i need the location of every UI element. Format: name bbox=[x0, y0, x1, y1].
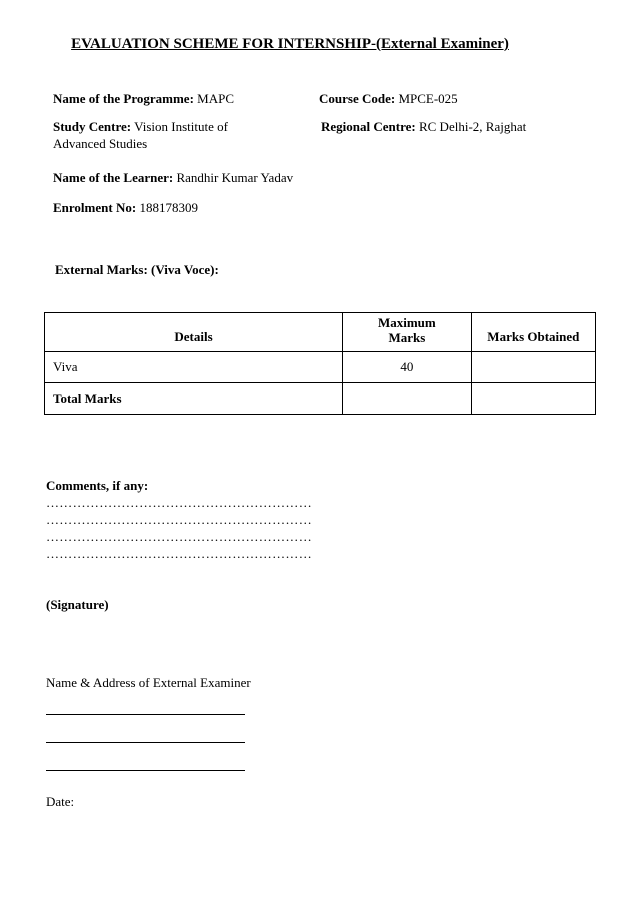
signature-label: (Signature) bbox=[46, 597, 109, 612]
study-centre-value: Vision Institute of bbox=[134, 119, 228, 134]
table-row bbox=[45, 352, 596, 383]
header-details: Details bbox=[45, 313, 343, 352]
learner-value: Randhir Kumar Yadav bbox=[176, 170, 294, 185]
header-maximum-marks bbox=[343, 313, 472, 352]
date-label: Date: bbox=[46, 794, 75, 809]
cell-total-obtained[interactable] bbox=[471, 383, 595, 415]
programme-value: MAPC bbox=[197, 91, 235, 106]
table-total-row bbox=[45, 383, 596, 415]
header-maximum-line1: Maximum bbox=[377, 315, 436, 330]
examiner-line[interactable] bbox=[46, 770, 245, 771]
cell-total-maximum bbox=[343, 383, 472, 415]
course-code-label: Course Code: bbox=[319, 91, 396, 106]
header-marks-obtained: Marks Obtained bbox=[471, 313, 595, 352]
table-header-row bbox=[45, 313, 596, 352]
examiner-line[interactable] bbox=[46, 742, 245, 743]
cell-obtained[interactable] bbox=[471, 352, 595, 383]
regional-centre-label: Regional Centre: bbox=[321, 119, 416, 134]
enrolment-field bbox=[53, 199, 198, 216]
comment-line[interactable]: …………………………………………………… bbox=[46, 529, 312, 544]
study-centre-label: Study Centre: bbox=[53, 119, 132, 134]
comment-line[interactable]: …………………………………………………… bbox=[46, 495, 312, 510]
cell-details: Viva bbox=[45, 352, 343, 383]
programme-label: Name of the Programme: bbox=[53, 91, 194, 106]
comments-label: Comments, if any: bbox=[46, 478, 149, 493]
examiner-label: Name & Address of External Examiner bbox=[46, 675, 251, 690]
course-code-field bbox=[319, 90, 458, 107]
document-title: EVALUATION SCHEME FOR INTERNSHIP-(External Examiner) bbox=[71, 36, 509, 52]
header-maximum-line2: Marks bbox=[388, 330, 426, 345]
examiner-line[interactable] bbox=[46, 714, 245, 715]
cell-maximum: 40 bbox=[343, 352, 472, 383]
comment-line[interactable]: …………………………………………………… bbox=[46, 512, 312, 527]
regional-centre-field bbox=[321, 118, 526, 135]
external-marks-heading: External Marks: (Viva Voce): bbox=[55, 262, 219, 277]
course-code-value: MPCE-025 bbox=[398, 91, 458, 106]
enrolment-value: 188178309 bbox=[139, 200, 198, 215]
programme-field bbox=[53, 90, 234, 107]
study-centre-field bbox=[53, 118, 228, 152]
enrolment-label: Enrolment No: bbox=[53, 200, 137, 215]
learner-label: Name of the Learner: bbox=[53, 170, 174, 185]
comment-line[interactable]: …………………………………………………… bbox=[46, 546, 312, 561]
learner-field bbox=[53, 169, 293, 186]
marks-table bbox=[44, 312, 596, 415]
regional-centre-value: RC Delhi-2, Rajghat bbox=[418, 119, 527, 134]
study-centre-value-cont: Advanced Studies bbox=[53, 136, 148, 151]
cell-total-label: Total Marks bbox=[45, 383, 343, 415]
